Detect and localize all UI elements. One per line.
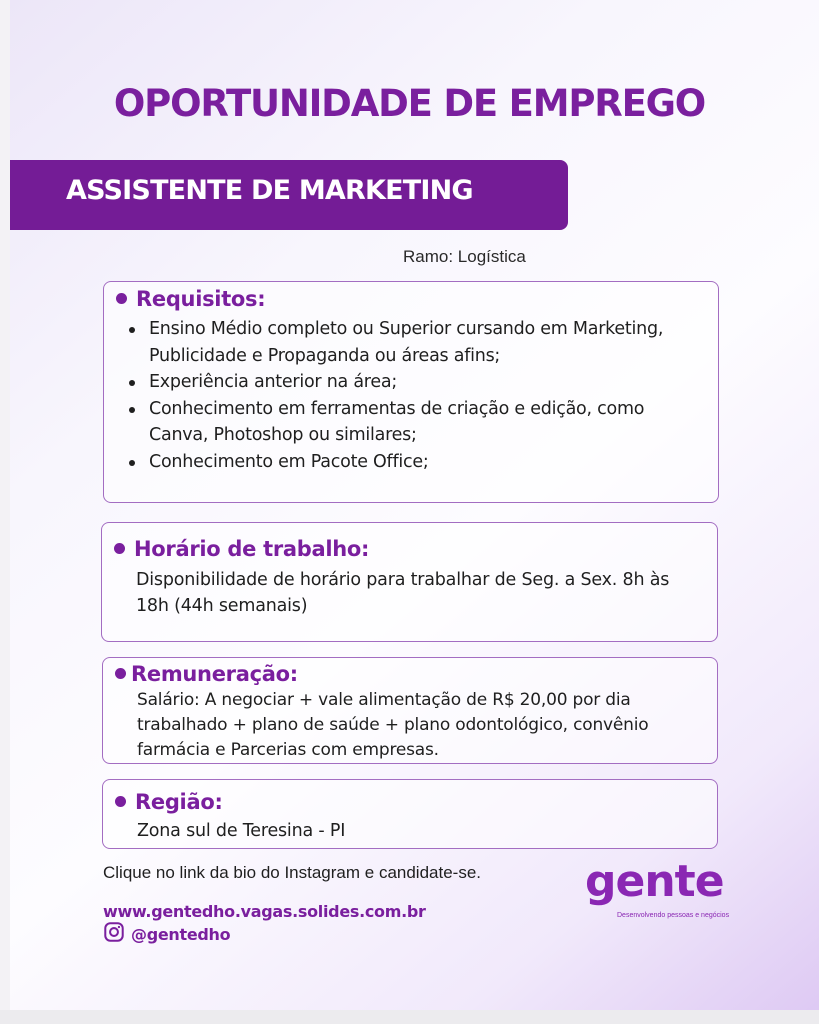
region-heading [115, 790, 223, 814]
bullet-icon [115, 796, 126, 807]
company-logo [585, 856, 730, 922]
website-link[interactable]: www.gentedho.vagas.solides.com.br [103, 902, 426, 921]
bullet-icon [115, 668, 126, 679]
list-item: Ensino Médio completo ou Superior cursando em Marketing, Publicidade e Propaganda ou áreas afins; [126, 316, 706, 369]
bullet-icon [116, 293, 127, 304]
requirements-list [126, 316, 706, 475]
requirements-box [103, 281, 719, 503]
instagram-link[interactable] [103, 921, 230, 947]
region-title: Região: [135, 790, 223, 814]
logo-tagline: Desenvolvendo pessoas e negócios [617, 912, 730, 919]
instagram-icon [103, 921, 125, 947]
list-item: Conhecimento em ferramentas de criação e edição, como Canva, Photoshop ou similares; [126, 396, 706, 449]
compensation-text: Salário: A negociar + vale alimentação de R$ 20,00 por dia trabalhado + plano de saúde + plano odontológico, convênio farmácia e Parcerias com empresas. [137, 690, 649, 760]
list-item: Conhecimento em Pacote Office; [126, 449, 706, 476]
schedule-title: Horário de trabalho: [134, 537, 370, 561]
call-to-action: Clique no link da bio do Instagram e candidate-se. [103, 863, 482, 882]
region-text: Zona sul de Teresina - PI [137, 821, 346, 841]
list-item: Experiência anterior na área; [126, 369, 706, 396]
compensation-title: Remuneração: [131, 662, 298, 686]
requirements-title: Requisitos: [136, 287, 266, 311]
schedule-heading [114, 537, 369, 561]
region-box [102, 779, 718, 849]
compensation-box [102, 657, 718, 764]
schedule-text: Disponibilidade de horário para trabalhar de Seg. a Sex. 8h às 18h (44h semanais) [136, 570, 670, 616]
requirements-heading [116, 287, 265, 311]
logo-wordmark: gente [585, 856, 724, 907]
image-frame-bottom [0, 1010, 819, 1024]
schedule-box [101, 522, 718, 642]
instagram-handle: @gentedho [131, 924, 231, 944]
position-title: ASSISTENTE DE MARKETING [66, 175, 473, 206]
image-frame-left [0, 0, 10, 1024]
page-title: OPORTUNIDADE DE EMPREGO [113, 82, 706, 125]
industry-label: Ramo: Logística [403, 247, 526, 266]
position-banner [10, 160, 568, 230]
compensation-heading [115, 662, 298, 686]
bullet-icon [114, 543, 125, 554]
